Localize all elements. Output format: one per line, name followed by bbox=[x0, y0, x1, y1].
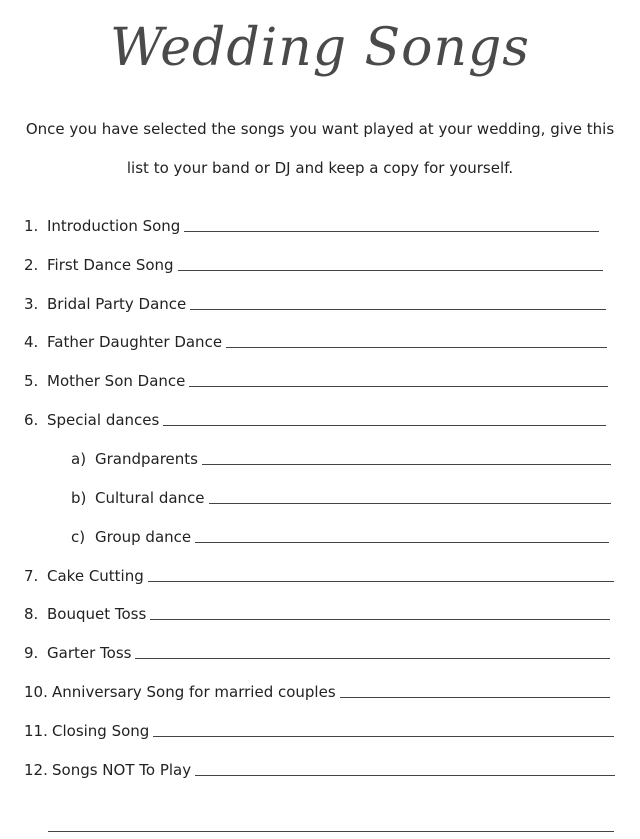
item-label: Bridal Party Dance bbox=[47, 295, 187, 313]
item-number: 10. bbox=[24, 683, 48, 701]
answer-line[interactable] bbox=[178, 270, 603, 271]
intro-line-1: Once you have selected the songs you want played at your wedding, give this bbox=[25, 120, 615, 138]
item-number: 8. bbox=[24, 605, 39, 623]
answer-line[interactable] bbox=[184, 231, 599, 232]
item-label: Songs NOT To Play bbox=[52, 761, 192, 779]
item-label: Group dance bbox=[95, 528, 192, 546]
item-label: Father Daughter Dance bbox=[47, 333, 223, 351]
list-item-bouquet-toss bbox=[24, 601, 610, 623]
item-label: Cultural dance bbox=[95, 489, 205, 507]
list-item-songs-not-to-play bbox=[24, 757, 615, 779]
item-number: 5. bbox=[24, 372, 39, 390]
answer-line[interactable] bbox=[148, 581, 614, 582]
item-letter: b) bbox=[71, 489, 87, 507]
item-label: Special dances bbox=[47, 411, 160, 429]
answer-line[interactable] bbox=[135, 658, 610, 659]
page-title: Wedding Songs bbox=[110, 18, 530, 78]
item-label: Grandparents bbox=[95, 450, 198, 468]
item-number: 12. bbox=[24, 761, 48, 779]
item-label: Cake Cutting bbox=[47, 567, 144, 585]
item-number: 2. bbox=[24, 256, 39, 274]
list-item-closing-song bbox=[24, 718, 614, 740]
list-item-first-dance-song bbox=[24, 252, 603, 274]
list-subitem-cultural-dance bbox=[71, 485, 611, 507]
list-item-cake-cutting bbox=[24, 563, 614, 585]
intro-line-2: list to your band or DJ and keep a copy for yourself. bbox=[126, 159, 514, 177]
item-label: Introduction Song bbox=[47, 217, 181, 235]
item-label: Anniversary Song for married couples bbox=[52, 683, 336, 701]
list-item-anniversary-song bbox=[24, 679, 610, 701]
answer-line[interactable] bbox=[195, 775, 615, 776]
answer-line[interactable] bbox=[163, 425, 606, 426]
list-item-garter-toss bbox=[24, 640, 610, 662]
list-item-father-daughter-dance bbox=[24, 329, 607, 351]
answer-line[interactable] bbox=[150, 619, 610, 620]
answer-line[interactable] bbox=[190, 309, 606, 310]
answer-line[interactable] bbox=[153, 736, 614, 737]
extra-answer-line[interactable] bbox=[48, 831, 614, 832]
item-number: 3. bbox=[24, 295, 39, 313]
answer-line[interactable] bbox=[226, 347, 607, 348]
item-letter: c) bbox=[71, 528, 86, 546]
item-label: Closing Song bbox=[52, 722, 150, 740]
item-letter: a) bbox=[71, 450, 87, 468]
item-number: 9. bbox=[24, 644, 39, 662]
list-subitem-group-dance bbox=[71, 524, 609, 546]
item-number: 7. bbox=[24, 567, 39, 585]
item-number: 11. bbox=[24, 722, 48, 740]
item-label: Mother Son Dance bbox=[47, 372, 186, 390]
answer-line[interactable] bbox=[195, 542, 609, 543]
list-item-special-dances bbox=[24, 407, 606, 429]
answer-line[interactable] bbox=[340, 697, 610, 698]
answer-line[interactable] bbox=[202, 464, 611, 465]
list-subitem-grandparents bbox=[71, 446, 611, 468]
list-item-introduction-song bbox=[24, 213, 599, 235]
item-label: First Dance Song bbox=[47, 256, 174, 274]
item-label: Bouquet Toss bbox=[47, 605, 147, 623]
answer-line[interactable] bbox=[189, 386, 608, 387]
item-number: 1. bbox=[24, 217, 39, 235]
item-number: 6. bbox=[24, 411, 39, 429]
list-item-bridal-party-dance bbox=[24, 291, 606, 313]
item-number: 4. bbox=[24, 333, 39, 351]
list-item-mother-son-dance bbox=[24, 368, 608, 390]
answer-line[interactable] bbox=[209, 503, 611, 504]
item-label: Garter Toss bbox=[47, 644, 132, 662]
